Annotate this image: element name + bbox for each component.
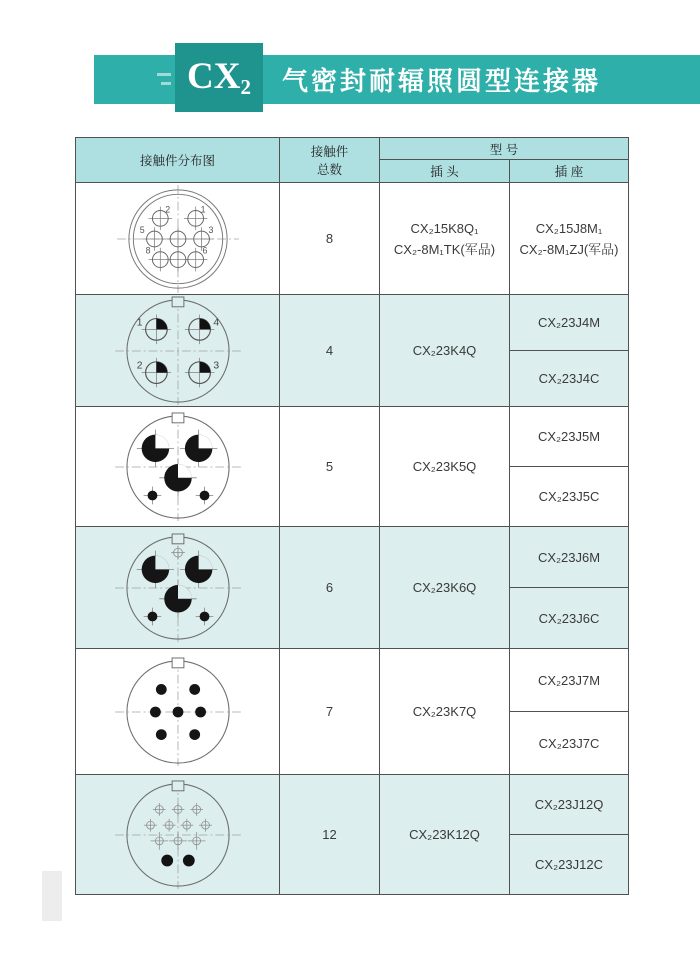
pin-label: 2 [164,203,170,214]
connector-diagram-7pin [76,649,280,775]
contact-count: 7 [280,649,380,775]
plug-model: CX₂-8M₁TK(军品) [393,241,496,257]
socket-model: CX₂-8M₁ZJ(军品) [519,241,619,257]
pin-label: 1 [200,203,206,214]
contact-count: 6 [280,527,380,649]
socket-model-cell [510,183,629,295]
connector-diagram-6pin [76,527,280,649]
plug-model: CX₂23K5Q [380,407,510,527]
pin-label: 5 [139,224,145,235]
socket-model: CX₂23J5C [510,467,629,527]
socket-model: CX₂15J8M₁ [535,220,603,236]
table-row [76,407,629,467]
plug-model: CX₂23K12Q [380,775,510,895]
pin-label: 3 [212,360,219,372]
socket-model: CX₂23J7C [510,712,629,775]
pin-label: 6 [202,245,207,256]
scan-artifact [42,871,62,921]
pin-label: 4 [212,316,219,328]
connector-model-table-wrap [75,137,628,895]
table-row [76,775,629,835]
table-header [76,138,629,183]
connector-diagram-8pin [76,183,280,295]
socket-model: CX₂23J5M [510,407,629,467]
series-logo: $CX_2$ [187,55,251,99]
col-header-contact-line2: 总数 [316,163,342,177]
table-row [76,183,629,295]
banner-dash-decoration [157,73,171,76]
socket-model: CX₂23J4M [510,295,629,351]
connector-model-table [75,137,629,895]
contact-count: 5 [280,407,380,527]
socket-model: CX₂23J4C [510,351,629,407]
table-row [76,295,629,351]
socket-model: CX₂23J6M [510,527,629,588]
series-logo-box [175,43,263,112]
series-logo-subscript: 2 [240,74,251,99]
page-title: 气密封耐辐照圆型连接器 [282,66,602,96]
pin-label: 1 [136,316,142,328]
plug-model: CX₂23K4Q [380,295,510,407]
plug-model: CX₂23K7Q [380,649,510,775]
pin-label: 2 [136,360,142,372]
contact-count: 8 [280,183,380,295]
col-header-contact-count [280,138,380,183]
col-header-plug: 插 头 [380,160,510,183]
socket-model: CX₂23J12C [510,835,629,895]
contact-count: 12 [280,775,380,895]
connector-diagram-5pin [76,407,280,527]
table-row [76,527,629,588]
banner-dash-decoration [161,82,171,85]
connector-diagram-4pin [76,295,280,407]
col-header-socket: 插 座 [510,160,629,183]
socket-model: CX₂23J12Q [510,775,629,835]
connector-diagram-12pin [76,775,280,895]
socket-model: CX₂23J7M [510,649,629,712]
col-header-model: 型 号 [380,138,629,160]
plug-model: CX₂23K6Q [380,527,510,649]
col-header-diagram: 接触件分布图 [76,138,280,183]
col-header-contact-line1: 接触件 [310,145,349,159]
contact-count: 4 [280,295,380,407]
table-row [76,649,629,712]
pin-label: 8 [145,245,151,256]
plug-model-cell [380,183,510,295]
socket-model: CX₂23J6C [510,588,629,649]
pin-label: 3 [207,224,213,235]
plug-model: CX₂15K8Q₁ [410,220,479,236]
